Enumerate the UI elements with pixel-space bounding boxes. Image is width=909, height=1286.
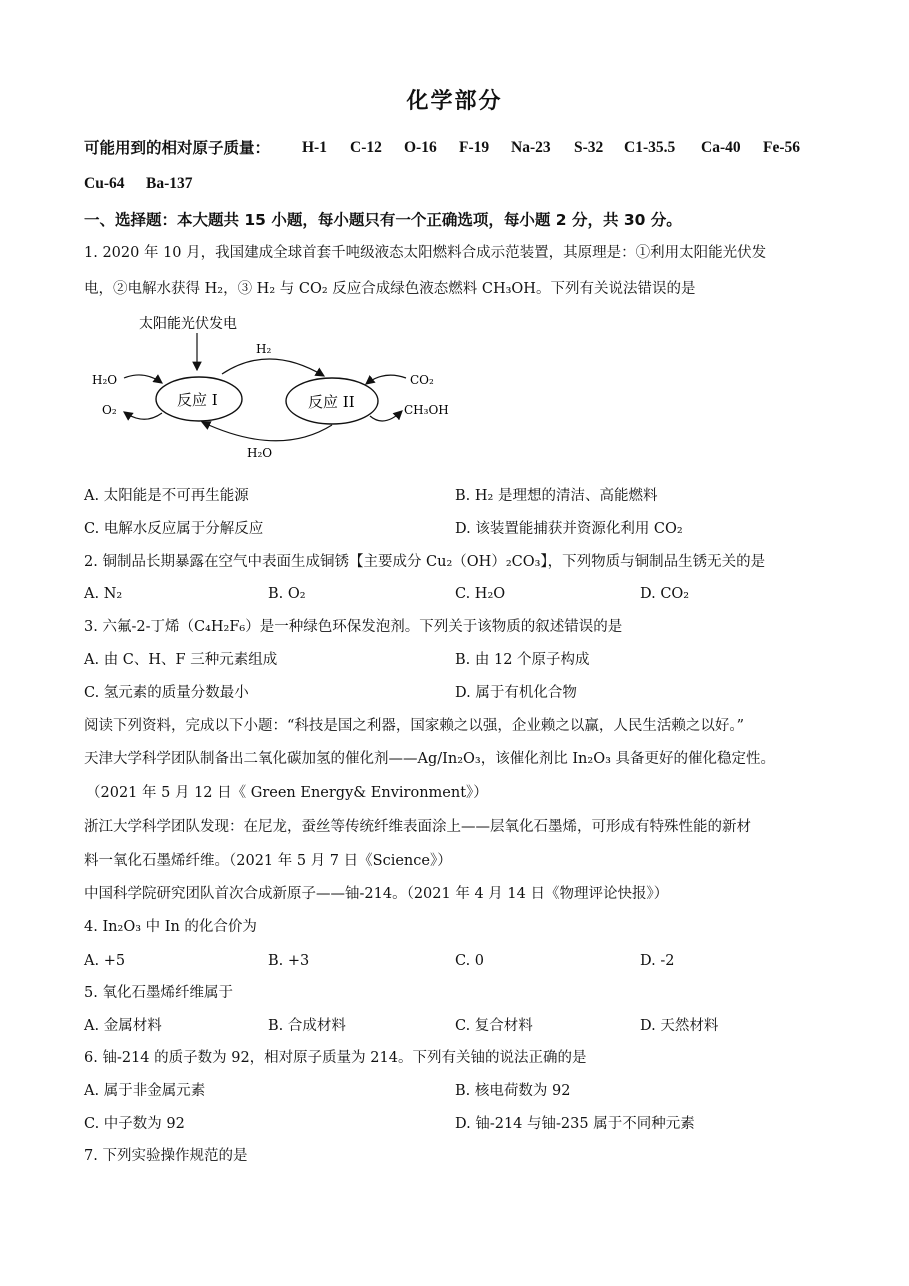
q4-option-c: C. 0	[455, 953, 485, 969]
q1-option-d: D. 该装置能捕获并资源化利用 CO₂	[455, 521, 683, 537]
q5-stem: 5. 氧化石墨烯纤维属于	[84, 985, 233, 1001]
ch3oh-out-label: CH₃OH	[404, 403, 449, 417]
h2-arrow	[222, 359, 324, 376]
q4-option-d: D. -2	[640, 953, 675, 969]
reaction-2-label: 反应 II	[308, 393, 355, 411]
reading-line-6: 中国科学院研究团队首次合成新原子——铀-214。（2021 年 4 月 14 日《物理评论快报》）	[84, 886, 669, 902]
diagram-top-label: 太阳能光伏发电	[139, 316, 237, 332]
atomic-mass-item: F-19	[459, 139, 490, 156]
h2o-in-label: H₂O	[92, 373, 118, 387]
q2-option-c: C. H₂O	[455, 586, 506, 602]
ch3oh-out-arrow	[370, 411, 402, 421]
atomic-mass-item: C-12	[350, 139, 382, 156]
reaction-1-label: 反应 I	[177, 391, 218, 409]
q3-stem: 3. 六氟-2-丁烯（C₄H₂F₆）是一种绿色环保发泡剂。下列关于该物质的叙述错误的是	[84, 619, 623, 635]
h2o-in-arrow	[124, 375, 162, 383]
co2-in-label: CO₂	[410, 373, 434, 387]
reading-line-4: 浙江大学科学团队发现：在尼龙，蚕丝等传统纤维表面涂上——层氧化石墨烯，可形成有特殊性能的新材	[84, 819, 751, 835]
page-title: 化学部分	[406, 89, 503, 114]
atomic-mass-item: S-32	[574, 139, 604, 156]
atomic-mass-item: Ca-40	[701, 139, 741, 156]
reading-line-3: （2021 年 5 月 12 日《 Green Energy& Environment》）	[86, 785, 488, 801]
atomic-mass-item: H-1	[302, 139, 327, 156]
atomic-mass-item: Cu-64	[84, 175, 125, 192]
q1-option-b: B. H₂ 是理想的清洁、高能燃料	[455, 488, 658, 504]
q1-stem-line-2: 电，②电解水获得 H₂，③ H₂ 与 CO₂ 反应合成绿色液态燃料 CH₃OH。下列有关说法错误的是	[84, 281, 696, 297]
q2-option-b: B. O₂	[268, 586, 306, 602]
q6-option-a: A. 属于非金属元素	[84, 1083, 206, 1099]
q6-option-d: D. 铀-214 与铀-235 属于不同种元素	[455, 1116, 695, 1132]
atomic-mass-row-1	[84, 138, 801, 158]
q2-option-d: D. CO₂	[640, 586, 690, 602]
atomic-mass-item: Na-23	[511, 139, 551, 156]
o2-out-label: O₂	[102, 403, 117, 417]
solar-fuel-diagram	[84, 308, 474, 468]
reading-line-5: 料一氧化石墨烯纤维。（2021 年 5 月 7 日《Science》）	[84, 853, 452, 869]
atomic-mass-item: Ba-137	[146, 175, 193, 192]
q5-option-b: B. 合成材料	[268, 1018, 346, 1034]
q5-option-a: A. 金属材料	[84, 1018, 162, 1034]
atomic-mass-item: O-16	[404, 139, 437, 156]
q1-option-c: C. 电解水反应属于分解反应	[84, 521, 264, 537]
q4-option-b: B. +3	[268, 953, 310, 969]
q6-option-b: B. 核电荷数为 92	[455, 1083, 571, 1099]
h2o-bottom-label: H₂O	[247, 446, 273, 460]
o2-out-arrow	[124, 412, 162, 419]
q4-option-a: A. +5	[84, 953, 126, 969]
q1-option-a: A. 太阳能是不可再生能源	[84, 488, 249, 504]
atomic-mass-item: Fe-56	[763, 139, 801, 156]
q2-option-a: A. N₂	[84, 586, 123, 602]
q3-option-c: C. 氢元素的质量分数最小	[84, 685, 249, 701]
q1-stem-line-1: 1. 2020 年 10 月，我国建成全球首套千吨级液态太阳燃料合成示范装置，其原理是：①利用太阳能光伏发	[84, 245, 767, 261]
q5-option-c: C. 复合材料	[455, 1018, 533, 1034]
q4-stem: 4. In₂O₃ 中 In 的化合价为	[84, 919, 257, 935]
q7-stem: 7. 下列实验操作规范的是	[84, 1148, 248, 1164]
q3-option-b: B. 由 12 个原子构成	[455, 652, 590, 668]
q6-stem: 6. 铀-214 的质子数为 92，相对原子质量为 214。下列有关铀的说法正确的是	[84, 1050, 587, 1066]
reading-line-1: 阅读下列资料，完成以下小题：“科技是国之利器，国家赖之以强，企业赖之以赢，人民生活赖之以好。”	[84, 718, 745, 734]
q5-option-d: D. 天然材料	[640, 1018, 719, 1034]
h2-label: H₂	[256, 342, 272, 356]
reading-line-2: 天津大学科学团队制备出二氧化碳加氢的催化剂——Ag/In₂O₃，该催化剂比 In₂O₃ 具备更好的催化稳定性。	[84, 751, 776, 767]
q6-option-c: C. 中子数为 92	[84, 1116, 185, 1132]
atomic-mass-label: 可能用到的相对原子质量：	[84, 139, 271, 157]
h2o-return-arrow	[202, 422, 332, 441]
co2-in-arrow	[366, 375, 406, 384]
section-heading: 一、选择题：本大题共 15 小题，每小题只有一个正确选项，每小题 2 分，共 30 分。	[84, 211, 682, 229]
q3-option-a: A. 由 C、H、F 三种元素组成	[84, 652, 278, 668]
q3-option-d: D. 属于有机化合物	[455, 685, 577, 701]
atomic-mass-item: C1-35.5	[624, 139, 676, 156]
q2-stem: 2. 铜制品长期暴露在空气中表面生成铜锈【主要成分 Cu₂（OH）₂CO₃】，下列物质与铜制品生锈无关的是	[84, 554, 766, 570]
